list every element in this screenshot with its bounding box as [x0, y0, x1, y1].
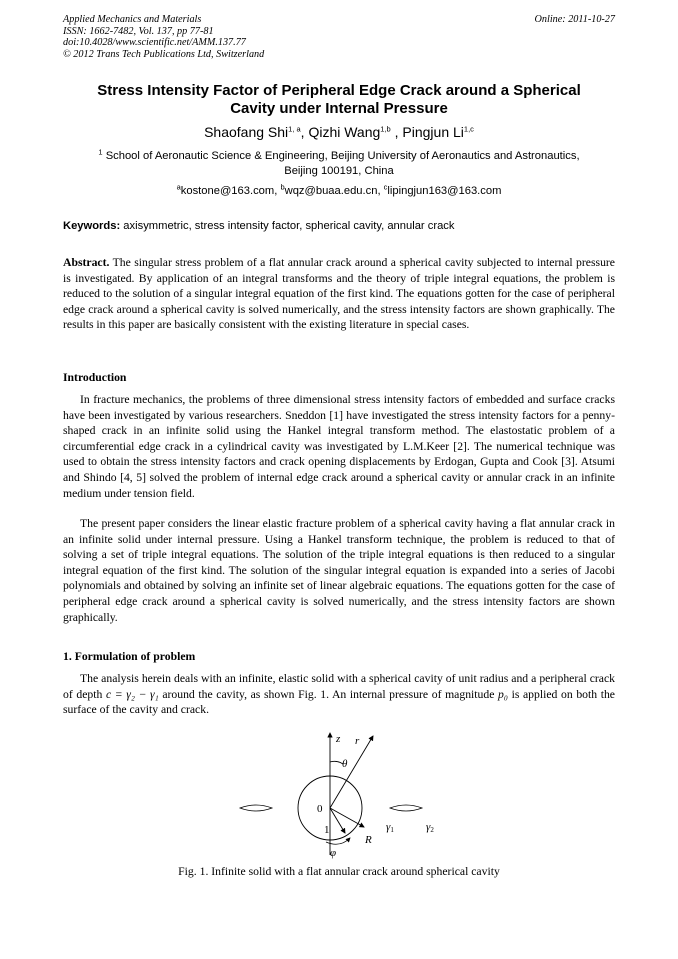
email-b[interactable]: wqz@buaa.edu.cn	[284, 185, 378, 197]
section-1-paragraph: The analysis herein deals with an infinite, elastic solid with a spherical cavity of unit radius and a peripheral crack of depth c = γ₂ − γ₁ around the cavity, as shown Fig. 1. An internal pressure of magnitude p₀ is applied on both the surface of the cavity and crack.	[63, 672, 615, 717]
intro-paragraph-1: In fracture mechanics, the problems of three dimensional stress intensity factors of embedded and surface cracks have been investigated by various researchers. Sneddon [1] have investigated the stress intensity factors for a penny-shaped crack in an infinite solid using the Hankel integral transform method. The elastostatic problem of a circumferential edge crack in a cylindrical cavity was investigated by L.M.Keer [2]. The numerical technique was used to obtain the stress intensity factors and crack opening displacements by Erdogan, Gupta and Cook [3]. Atsumi and Shindo [4, 5] solved the problem of internal edge crack around a spherical cavity or annular crack in an infinite medium under tension field.	[63, 393, 615, 500]
author-2: Qizhi Wang	[308, 124, 381, 140]
figure-1-caption: Fig. 1. Infinite solid with a flat annular crack around spherical cavity	[178, 865, 500, 878]
origin-label: 0	[317, 803, 323, 815]
copyright: © 2012 Trans Tech Publications Ltd, Switzerland	[63, 48, 265, 60]
r-label: r	[355, 735, 360, 747]
R-vector	[330, 808, 364, 827]
gamma-1-label: γ1	[386, 821, 394, 834]
left-crack	[240, 805, 272, 811]
author-1-sup: 1, a	[288, 124, 301, 134]
journal-name: Applied Mechanics and Materials	[63, 14, 202, 25]
keywords	[63, 220, 615, 232]
keywords-label: Keywords:	[63, 220, 121, 232]
section-1-heading: 1. Formulation of problem	[63, 650, 196, 663]
issn: ISSN: 1662-7482, Vol. 137, pp 77-81	[63, 25, 214, 37]
title-line-1: Stress Intensity Factor of Peripheral Edge Crack around a Spherical	[97, 82, 581, 99]
intro-heading: Introduction	[63, 371, 127, 384]
intro-paragraph-2: The present paper considers the linear elastic fracture problem of a spherical cavity having a flat annular crack in an infinite solid under internal pressure. Using a Hankel transform technique, the problem is reduced to that of solving a set of triple integral equations. The solution of the triple integral equations is then reduced to a singular integral equation of the first kind. The solution of the singular integral equation is expanded into a series of Jacobi polynomials and obtained by solving an infinite set of linear algebraic equations. The equations gotten for the case of peripheral edge crack around a spherical cavity is solved numerically, and the stress intensity factors are shown graphically.	[63, 517, 615, 624]
unit-radius-label: 1	[324, 824, 330, 836]
paper-title	[63, 82, 615, 118]
author-3-sup: 1,c	[463, 124, 474, 134]
keywords-text: axisymmetric, stress intensity factor, spherical cavity, annular crack	[120, 220, 455, 232]
author-list: Shaofang Shi$^{1, a}$, Qizhi Wang$^{1,b}$ , Pingjun Li$^{1,c}$	[204, 124, 474, 140]
email-a[interactable]: kostone@163.com	[180, 185, 275, 197]
email-c[interactable]: lipingjun163@163.com	[387, 185, 502, 197]
crack-depth-equation: c = γ₂ − γ₁	[105, 687, 159, 701]
affiliation	[63, 149, 615, 179]
author-1: Shaofang Shi	[204, 124, 289, 140]
phi-label: φ	[330, 847, 337, 859]
author-2-sup: 1,b	[380, 124, 391, 134]
z-label: z	[336, 733, 341, 745]
doi[interactable]: doi:10.4028/www.scientific.net/AMM.137.77	[63, 37, 246, 49]
email-list: $^a$kostone@163.com, $^b$wqz@buaa.edu.cn, $^c$lipingjun163@163.com	[176, 182, 502, 197]
gamma-2-label: γ2	[426, 821, 434, 834]
author-3: Pingjun Li	[402, 124, 464, 140]
journal-header	[63, 14, 264, 60]
pressure-symbol: p₀	[498, 687, 508, 701]
right-crack	[390, 805, 422, 811]
affiliation-line-2: Beijing 100191, China	[284, 165, 394, 177]
abstract	[63, 255, 615, 333]
title-line-2: Cavity under Internal Pressure	[230, 100, 448, 117]
abstract-text: The singular stress problem of a flat annular crack around a spherical cavity subjected to internal pressure is investigated. By application of an integral transforms and the theory of triple integral equations, the problem is reduced to the solution of a singular integral equation of the first kind. The equations gotten for the case of peripheral edge crack around a spherical cavity is solved numerically, and the stress intensity factors are shown graphically. The results in this paper are basically consistent with the existing literature in special cases.	[63, 256, 615, 332]
r-vector	[330, 736, 373, 808]
online-date: Online: 2011-10-27	[534, 14, 615, 25]
theta-label: θ	[342, 758, 348, 770]
figure-1-diagram	[230, 730, 450, 860]
affiliation-line-1: School of Aeronautic Science & Engineering, Beijing University of Aeronautics and Astronautics,	[105, 150, 580, 162]
R-label: R	[365, 834, 372, 846]
abstract-label: Abstract.	[63, 256, 110, 269]
affiliation-sup: 1	[98, 147, 103, 157]
